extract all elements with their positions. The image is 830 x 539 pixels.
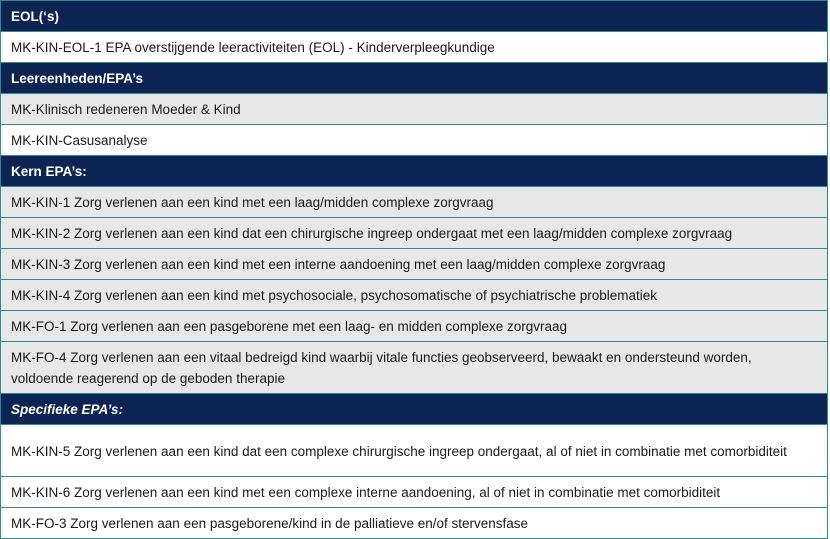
leereenheden-header xyxy=(1,63,827,94)
specifieke-header xyxy=(1,394,827,425)
kern-item-5: MK-FO-1 Zorg verlenen aan een pasgeborene met een laag- en midden complexe zorgvraag xyxy=(11,318,568,334)
table-row xyxy=(1,311,827,342)
specifieke-item-3: MK-FO-3 Zorg verlenen aan een pasgeborene/kind in de palliatieve en/of stervensfase xyxy=(11,515,529,531)
eol-header xyxy=(1,1,827,32)
kern-header xyxy=(1,156,827,187)
table-row xyxy=(1,249,827,280)
leereenheden-item-1: MK-Klinisch redeneren Moeder & Kind xyxy=(11,101,241,117)
kern-item-1: MK-KIN-1 Zorg verlenen aan een kind met een laag/midden complexe zorgvraag xyxy=(11,194,494,210)
specifieke-item-2: MK-KIN-6 Zorg verlenen aan een kind met een complexe interne aandoening, al of niet in combinatie met comorbiditeit xyxy=(11,484,721,500)
kern-item-4: MK-KIN-4 Zorg verlenen aan een kind met psychosociale, psychosomatische of psychiatrische problematiek xyxy=(11,287,658,303)
table-row xyxy=(1,187,827,218)
leereenheden-item-2: MK-KIN-Casusanalyse xyxy=(11,132,148,148)
table-row xyxy=(1,280,827,311)
specifieke-item-1: MK-KIN-5 Zorg verlenen aan een kind dat een complexe chirurgische ingreep ondergaat, al of niet in combinatie met comorbiditeit xyxy=(11,443,787,459)
table-row xyxy=(1,342,827,394)
kern-item-6: MK-FO-4 Zorg verlenen aan een vitaal bedreigd kind waarbij vitale functies geobserveerd, bewaakt en ondersteund worden, voldoende reagerend op de geboden therapie xyxy=(11,350,752,386)
table-row xyxy=(1,425,827,477)
eol-header-label: EOL(‘s) xyxy=(11,8,60,24)
kern-item-3: MK-KIN-3 Zorg verlenen aan een kind met een interne aandoening met een laag/midden complexe zorgvraag xyxy=(11,256,666,272)
kern-item-2: MK-KIN-2 Zorg verlenen aan een kind dat een chirurgische ingreep ondergaat met een laag/midden complexe zorgvraag xyxy=(11,225,733,241)
specifieke-header-label: Specifieke EPA’s: xyxy=(11,401,124,417)
kern-header-label: Kern EPA’s: xyxy=(11,163,87,179)
table-row xyxy=(1,125,827,156)
table-row xyxy=(1,218,827,249)
leereenheden-header-label: Leereenheden/EPA’s xyxy=(11,70,144,86)
table-row xyxy=(1,477,827,508)
table-row xyxy=(1,32,827,63)
table-row xyxy=(1,94,827,125)
eol-item-1: MK-KIN-EOL-1 EPA overstijgende leeractiviteiten (EOL) - Kinderverpleegkundige xyxy=(11,39,495,55)
table-row xyxy=(1,508,827,539)
